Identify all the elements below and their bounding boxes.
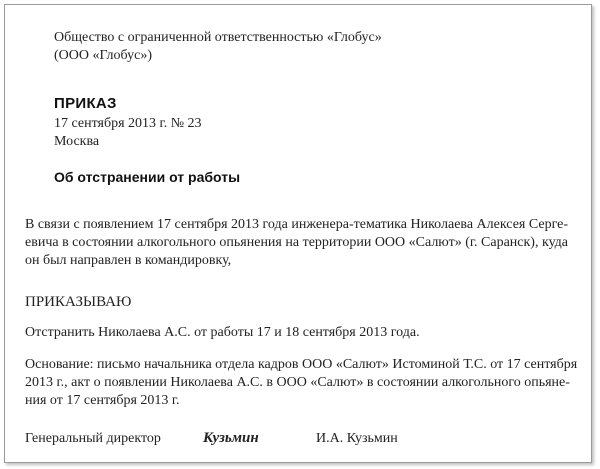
basis-line: Основание: письмо начальника отдела кадров ООО «Салют» Истоминой Т.С. от 17 сентября	[25, 357, 578, 372]
preamble-line: евича в состоянии алкогольного опьянения на территории ООО «Салют» (г. Саранск), куда	[25, 235, 569, 250]
document-city: Москва	[54, 134, 100, 149]
preamble-line: он был направлен в командировку,	[25, 253, 232, 268]
preamble-paragraph	[25, 216, 581, 270]
organization-full-name: Общество с ограниченной ответственностью «Глобус»	[54, 30, 382, 45]
handwritten-signature: Кузьмин	[203, 430, 259, 446]
basis-paragraph	[25, 356, 581, 410]
basis-line: 2013 г., акт о появлении Николаева А.С. в ООО «Салют» в состоянии алкогольного опьяне-	[25, 375, 570, 390]
order-word: ПРИКАЗЫВАЮ	[25, 294, 132, 310]
signatory-position: Генеральный директор	[25, 431, 161, 446]
document-type-title: ПРИКАЗ	[54, 95, 117, 112]
organization-short-name: (ООО «Глобус»)	[54, 48, 152, 63]
document-date-number: 17 сентября 2013 г. № 23	[54, 116, 202, 131]
preamble-line: В связи с появлением 17 сентября 2013 года инженера-тематика Николаева Алексея Серге-	[25, 217, 569, 232]
basis-line: ния от 17 сентября 2013 г.	[25, 393, 180, 408]
document-subject: Об отстранении от работы	[54, 169, 241, 185]
signatory-name: И.А. Кузьмин	[316, 431, 398, 446]
order-item: Отстранить Николаева А.С. от работы 17 и 18 сентября 2013 года.	[25, 325, 420, 340]
document-page	[4, 4, 592, 463]
